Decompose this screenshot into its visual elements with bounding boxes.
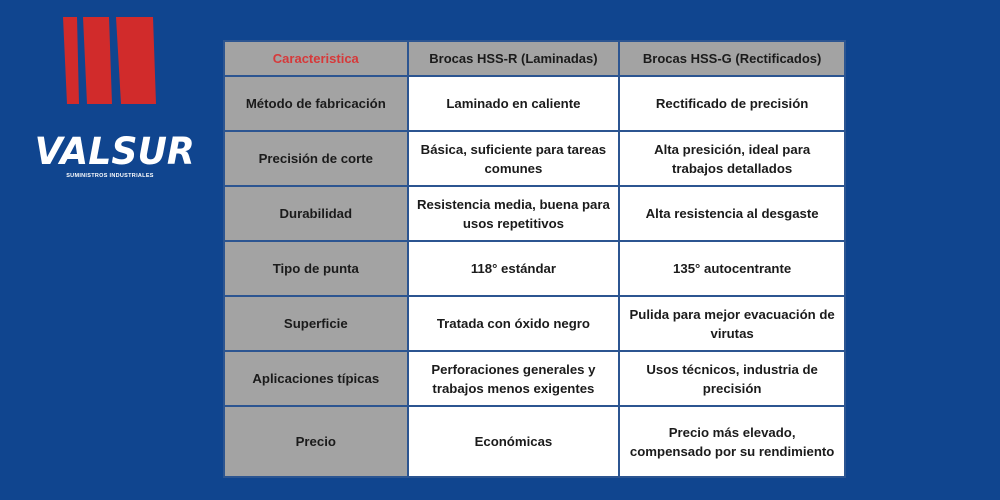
table-row: [224, 76, 845, 131]
comparison-table: [223, 40, 846, 478]
row-label: Precio: [224, 406, 408, 477]
valsur-logo: [30, 14, 195, 179]
header-hss-g: Brocas HSS-G (Rectificados): [619, 41, 845, 76]
brand-tagline: SUMINISTROS INDUSTRIALES: [66, 173, 154, 179]
table-row: [224, 131, 845, 186]
cell-hss-g: Alta presición, ideal para trabajos detallados: [619, 131, 845, 186]
cell-hss-r: Perforaciones generales y trabajos menos exigentes: [408, 351, 620, 406]
cell-hss-r: Resistencia media, buena para usos repetitivos: [408, 186, 620, 241]
table-header-row: [224, 41, 845, 76]
header-characteristic: Caracteristica: [224, 41, 408, 76]
cell-hss-r: Laminado en caliente: [408, 76, 620, 131]
cell-hss-g: 135° autocentrante: [619, 241, 845, 296]
row-label: Tipo de punta: [224, 241, 408, 296]
cell-hss-r: Básica, suficiente para tareas comunes: [408, 131, 620, 186]
row-label: Método de fabricación: [224, 76, 408, 131]
cell-hss-g: Pulida para mejor evacuación de virutas: [619, 296, 845, 351]
table-row: [224, 351, 845, 406]
table-row: [224, 406, 845, 477]
row-label: Aplicaciones típicas: [224, 351, 408, 406]
brand-name: VALSUR: [34, 130, 195, 173]
table-row: [224, 241, 845, 296]
cell-hss-g: Usos técnicos, industria de precisión: [619, 351, 845, 406]
header-hss-r: Brocas HSS-R (Laminadas): [408, 41, 620, 76]
cell-hss-r: Económicas: [408, 406, 620, 477]
cell-hss-g: Alta resistencia al desgaste: [619, 186, 845, 241]
cell-hss-g: Rectificado de precisión: [619, 76, 845, 131]
cell-hss-r: Tratada con óxido negro: [408, 296, 620, 351]
row-label: Superficie: [224, 296, 408, 351]
row-label: Precisión de corte: [224, 131, 408, 186]
logo-stripes-icon: [30, 14, 190, 124]
table-row: [224, 296, 845, 351]
cell-hss-r: 118° estándar: [408, 241, 620, 296]
row-label: Durabilidad: [224, 186, 408, 241]
table-row: [224, 186, 845, 241]
cell-hss-g: Precio más elevado, compensado por su rendimiento: [619, 406, 845, 477]
